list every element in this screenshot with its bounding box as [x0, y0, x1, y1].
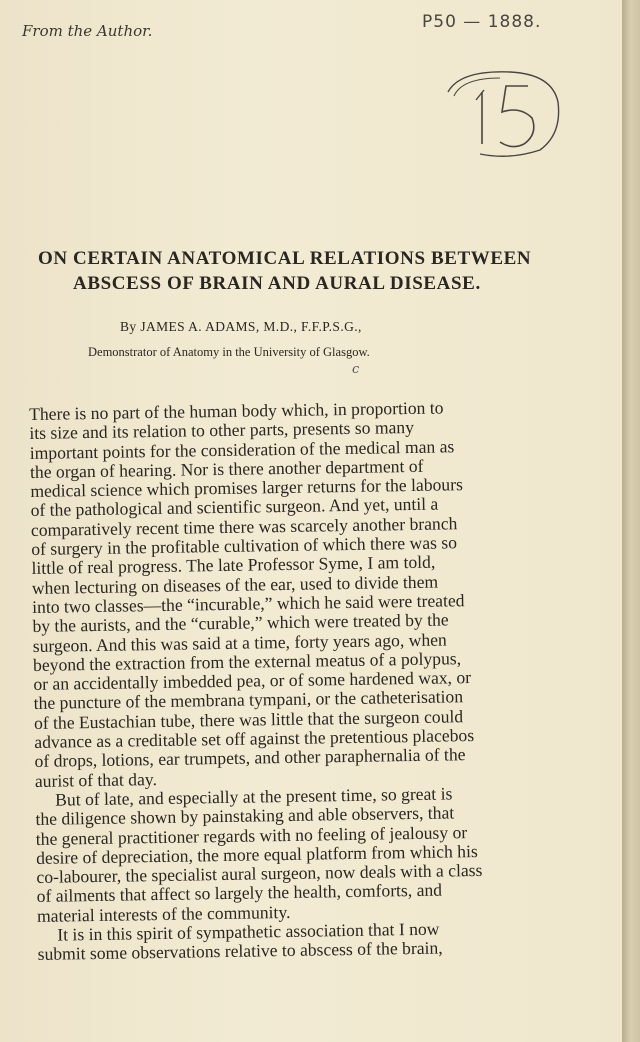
body-line: aurist of that day.: [34, 768, 158, 791]
body-line: little of real progress. The late Professor Syme, I am told,: [31, 552, 436, 579]
body-line: the puncture of the membrana tympani, or the catheterisation: [33, 686, 464, 714]
body-line: into two classes—the “incurable,” which he said were treated: [32, 590, 465, 617]
body-line: the general practitioner regards with no feeling of jealousy or: [35, 821, 468, 849]
body-line: of ailments that affect so largely the health, comforts, and: [36, 879, 443, 907]
body-line: It is in this spirit of sympathetic association that I now: [57, 918, 440, 945]
body-line: comparatively recent time there was scarcely another branch: [30, 513, 458, 540]
author-affiliation: Demonstrator of Anatomy in the University of Glasgow.: [88, 345, 370, 359]
body-line: when lecturing on diseases of the ear, used to divide them: [31, 571, 439, 598]
body-line: of the Eustachian tube, there was little that the surgeon could: [33, 705, 464, 733]
body-line: the organ of hearing. Nor is there another department of: [29, 455, 424, 482]
body-line: There is no part of the human body which, in proportion to: [28, 397, 444, 424]
body-line: by the aurists, and the “curable,” which were treated by the: [32, 609, 449, 637]
body-text: [29, 396, 583, 964]
title-line-2: ABSCESS OF BRAIN AND AURAL DISEASE.: [73, 273, 481, 294]
paper-title: [38, 246, 598, 296]
shelfmark-annotation: P50 — 1888.: [422, 12, 542, 32]
body-line: the diligence shown by painstaking and able observers, that: [35, 802, 455, 830]
margin-mark: c: [352, 362, 360, 377]
body-line: desire of depreciation, the more equal platform from which his: [35, 840, 478, 868]
body-line: or an accidentally imbedded pea, or of some hardened wax, or: [33, 667, 472, 695]
body-line: material interests of the community.: [36, 901, 291, 926]
body-line: of surgery in the profitable cultivation of which there was so: [31, 532, 458, 560]
body-line: submit some observations relative to abscess of the brain,: [37, 937, 443, 965]
body-line: of drops, lotions, ear trumpets, and other paraphernalia of the: [34, 744, 466, 772]
body-line: of the pathological and scientific surgeon. And yet, until a: [30, 494, 439, 521]
body-line: beyond the extraction from the external meatus of a polypus,: [32, 648, 462, 675]
handwritten-number-stamp: [440, 62, 565, 162]
body-line: But of late, and especially at the present time, so great is: [55, 783, 453, 810]
body-line: important points for the consideration of the medical man as: [29, 435, 455, 463]
author-inscription: From the Author.: [22, 22, 153, 40]
body-line: its size and its relation to other parts, presents so many: [29, 417, 415, 444]
body-line: co-labourer, the specialist aural surgeon, now deals with a class: [36, 860, 483, 888]
body-line: surgeon. And this was said at a time, forty years ago, when: [32, 629, 447, 656]
body-line: advance as a creditable set off against the pretentious placebos: [34, 725, 475, 753]
title-line-1: ON CERTAIN ANATOMICAL RELATIONS BETWEEN: [38, 248, 532, 269]
author-byline: By JAMES A. ADAMS, M.D., F.F.P.S.G.,: [120, 319, 362, 334]
body-line: medical science which promises larger returns for the labours: [30, 474, 463, 502]
book-edge: [622, 0, 640, 1042]
